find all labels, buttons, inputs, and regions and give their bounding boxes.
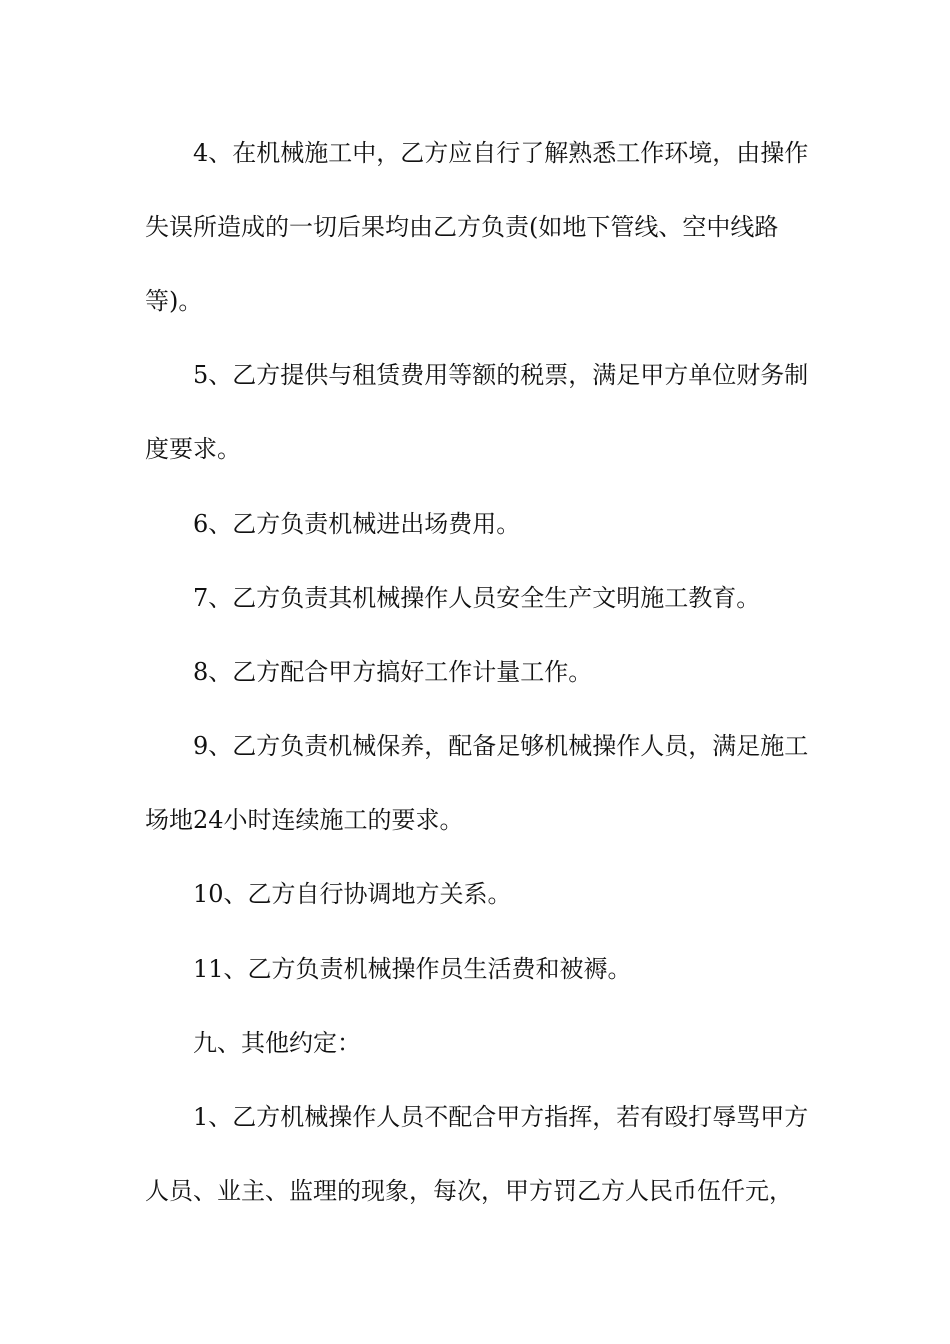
clause-10: 10、乙方自行协调地方关系。	[193, 880, 512, 908]
section-heading-other-agreements: 九、其他约定：	[193, 1029, 361, 1057]
clause-7: 7、乙方负责其机械操作人员安全生产文明施工教育。	[193, 584, 761, 612]
clause-4-line-2: 失误所造成的一切后果均由乙方负责(如地下管线、空中线路	[145, 213, 779, 241]
clause-6: 6、乙方负责机械进出场费用。	[193, 510, 521, 538]
clause-4-line-1: 4、在机械施工中，乙方应自行了解熟悉工作环境，由操作	[193, 139, 809, 167]
other-clause-1-line-1: 1、乙方机械操作人员不配合甲方指挥，若有殴打辱骂甲方	[193, 1103, 809, 1131]
clause-11: 11、乙方负责机械操作员生活费和被褥。	[193, 955, 632, 983]
clause-4-line-3: 等)。	[145, 287, 203, 315]
clause-8: 8、乙方配合甲方搞好工作计量工作。	[193, 658, 593, 686]
clause-5-line-2: 度要求。	[145, 435, 241, 463]
clause-5-line-1: 5、乙方提供与租赁费用等额的税票，满足甲方单位财务制	[193, 361, 809, 389]
other-clause-1-line-2: 人员、业主、监理的现象，每次，甲方罚乙方人民币伍仟元，	[145, 1177, 793, 1205]
clause-9-line-2: 场地24小时连续施工的要求。	[145, 806, 464, 834]
clause-9-line-1: 9、乙方负责机械保养，配备足够机械操作人员，满足施工	[193, 732, 809, 760]
